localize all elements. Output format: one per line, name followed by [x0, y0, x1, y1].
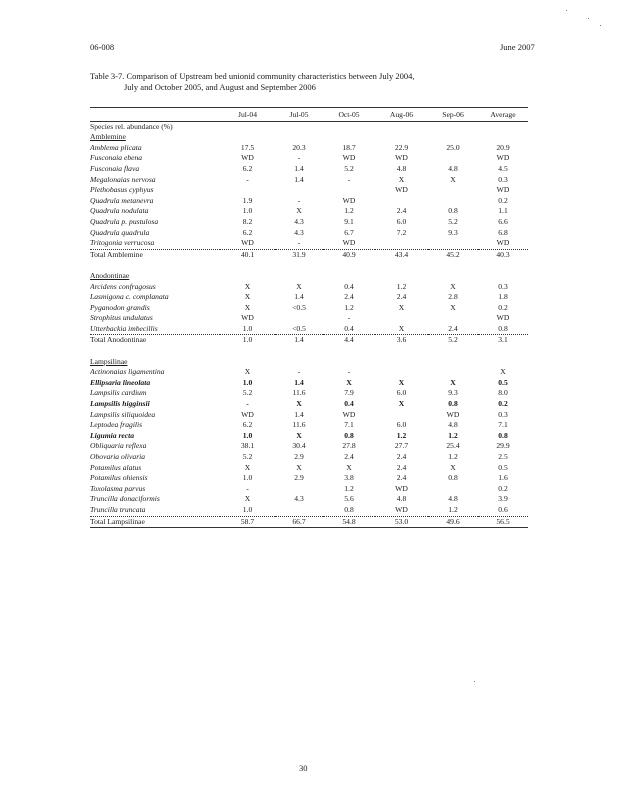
value-cell: 6.7	[344, 227, 354, 237]
table-row	[90, 238, 528, 249]
group-name: Lampsilinae	[90, 356, 128, 366]
species-name: Utterbackia imbecillis	[90, 323, 158, 333]
value-cell: 1.2	[448, 452, 458, 461]
group-header-row	[90, 132, 528, 143]
table-row	[90, 410, 528, 421]
value-cell: X	[244, 462, 251, 472]
value-cell: 6.0	[396, 388, 407, 398]
header-date: June 2007	[500, 42, 535, 52]
total-row	[90, 335, 528, 346]
species-name: Truncilla donaciformis	[90, 494, 160, 504]
total-value: 40.3	[496, 249, 510, 259]
column-header: Jul-05	[289, 110, 309, 119]
group-spacer	[90, 346, 528, 357]
value-cell	[375, 238, 428, 249]
value-cell: X	[346, 462, 352, 472]
value-cell: 1.0	[242, 206, 253, 216]
value-cell: 3.9	[498, 494, 508, 504]
value-cell: 0.4	[344, 323, 354, 333]
value-cell: 30.4	[292, 441, 306, 451]
value-cell	[428, 153, 478, 164]
table-row	[90, 452, 528, 463]
species-name: Toxolasma parvus	[90, 483, 146, 493]
value-cell: X	[398, 323, 405, 333]
value-cell: WD	[342, 409, 356, 419]
value-cell: 1.2	[344, 302, 354, 312]
abundance-label: Species rel. abundance (%)	[90, 121, 173, 131]
value-cell: X	[398, 377, 405, 387]
value-cell: 6.6	[498, 216, 508, 226]
value-cell: -	[246, 483, 249, 493]
species-name: Strophitus undulatus	[90, 313, 153, 323]
total-value: 58.7	[240, 516, 255, 526]
value-cell	[375, 367, 428, 378]
table-row	[90, 313, 528, 324]
species-name: Fusconaia ebena	[90, 153, 143, 163]
value-cell: 4.3	[294, 216, 304, 226]
value-cell: 9.3	[448, 227, 458, 237]
total-row	[90, 249, 528, 260]
value-cell	[275, 313, 323, 324]
value-cell: 2.9	[294, 473, 304, 483]
value-cell: 17.5	[240, 142, 255, 152]
table-row	[90, 175, 528, 186]
value-cell: 0.8	[344, 430, 354, 440]
value-cell: 5.6	[344, 494, 354, 504]
total-value: 66.7	[292, 516, 306, 526]
value-cell: WD	[241, 313, 254, 323]
total-value: 1.0	[242, 335, 253, 345]
value-cell: 1.4	[294, 292, 304, 302]
table-row	[90, 473, 528, 484]
value-cell: -	[347, 367, 351, 377]
value-cell: 6.2	[242, 420, 253, 430]
species-name: Obliquaria reflexa	[90, 441, 147, 451]
value-cell: X	[296, 430, 302, 440]
table-caption	[90, 71, 530, 93]
value-cell: 6.8	[498, 227, 508, 237]
species-name: Ellipsaria lineolata	[90, 377, 151, 387]
value-cell	[323, 185, 375, 196]
value-cell	[375, 196, 428, 207]
group-name: Anodontinae	[90, 270, 130, 280]
value-cell: 0.6	[498, 504, 508, 514]
value-cell: 4.8	[396, 163, 407, 173]
value-cell: 11.6	[292, 388, 306, 398]
value-cell: 5.2	[242, 452, 253, 461]
total-label: Total Anodontinae	[90, 335, 147, 345]
value-cell: X	[296, 462, 302, 472]
species-name: Fusconaia flava	[90, 163, 140, 173]
value-cell: 0.2	[498, 302, 508, 312]
total-value: 3.1	[498, 335, 508, 345]
table-row	[90, 292, 528, 303]
species-name: Arcidens confragosus	[90, 281, 156, 291]
value-cell: 0.2	[498, 399, 508, 409]
group-spacer	[90, 260, 528, 271]
value-cell	[428, 367, 478, 378]
column-header: Oct-05	[338, 110, 360, 119]
value-cell	[428, 484, 478, 495]
species-name: Ligumia recta	[90, 430, 135, 440]
value-cell	[275, 484, 323, 495]
value-cell: 27.8	[342, 441, 356, 451]
value-cell: X	[346, 377, 352, 387]
value-cell: 1.0	[242, 323, 253, 333]
scan-speck	[588, 18, 589, 19]
total-value: 1.4	[294, 335, 304, 345]
value-cell: 2.4	[396, 473, 407, 483]
total-value: 56.5	[496, 516, 510, 526]
table-row	[90, 463, 528, 474]
species-name: Amblema plicata	[90, 142, 142, 152]
species-name: Lampsilis cardium	[90, 388, 147, 398]
species-name: Pyganodon grandis	[90, 302, 150, 312]
value-cell: X	[450, 174, 456, 184]
value-cell: 1.1	[498, 206, 508, 216]
total-value: 31.9	[292, 249, 306, 259]
total-value: 49.6	[446, 516, 460, 526]
value-cell: 2.4	[344, 292, 354, 302]
value-cell: 7.9	[344, 388, 354, 398]
species-name: Quadrula metanevra	[90, 195, 154, 205]
table-row	[90, 505, 528, 516]
value-cell	[428, 238, 478, 249]
species-name: Actinonaias ligamentina	[90, 367, 165, 377]
value-cell: 2.8	[448, 292, 458, 302]
value-cell: X	[244, 281, 251, 291]
value-cell: 2.5	[498, 452, 508, 461]
value-cell: 4.8	[448, 420, 458, 430]
value-cell: X	[296, 281, 302, 291]
value-cell: 27.7	[394, 441, 409, 451]
value-cell: 4.3	[294, 494, 304, 504]
value-cell: X	[296, 399, 302, 409]
total-value: 4.4	[344, 335, 354, 345]
value-cell	[428, 185, 478, 196]
total-value: 5.2	[448, 335, 458, 345]
spacer-cell	[90, 260, 528, 271]
total-label: Total Amblemine	[90, 249, 143, 259]
table-row	[90, 420, 528, 431]
value-cell: X	[398, 302, 405, 312]
value-cell: 0.8	[448, 473, 458, 483]
group-header-row	[90, 357, 528, 368]
value-cell: 1.2	[448, 430, 458, 440]
total-row	[90, 516, 528, 528]
value-cell: -	[246, 174, 249, 184]
value-cell: WD	[342, 153, 356, 163]
value-cell: 0.3	[498, 174, 508, 184]
value-cell: WD	[241, 409, 254, 419]
value-cell: 1.2	[344, 206, 354, 216]
species-name: Lampsilis siliquoidea	[90, 409, 156, 419]
value-cell: 1.0	[242, 473, 253, 483]
value-cell: 4.3	[294, 227, 304, 237]
value-cell: 1.4	[294, 377, 304, 387]
table-row	[90, 185, 528, 196]
table-row	[90, 303, 528, 314]
value-cell: 7.1	[498, 420, 508, 430]
value-cell: 3.8	[344, 473, 354, 483]
value-cell: X	[450, 281, 456, 291]
spacer-cell	[90, 346, 528, 357]
value-cell: 25.0	[446, 142, 460, 152]
value-cell: X	[450, 377, 456, 387]
value-cell: 0.5	[498, 377, 508, 387]
species-name: Obovaria olivaria	[90, 452, 146, 461]
value-cell: -	[347, 313, 351, 323]
species-name: Truncilla truncata	[90, 504, 146, 514]
value-cell: 9.3	[448, 388, 458, 398]
value-cell: WD	[395, 483, 408, 493]
table-row	[90, 217, 528, 228]
value-cell: 2.4	[396, 292, 407, 302]
value-cell	[220, 185, 275, 196]
value-cell: WD	[241, 153, 254, 163]
value-cell: 7.2	[396, 227, 407, 237]
table-row	[90, 143, 528, 154]
table-top-rule	[90, 107, 528, 108]
value-cell: -	[297, 195, 301, 205]
group-header-row	[90, 271, 528, 282]
species-name: Potamilus ohiensis	[90, 473, 148, 483]
value-cell: 1.0	[242, 504, 253, 514]
value-cell: 18.7	[342, 142, 356, 152]
value-cell: X	[296, 206, 302, 216]
value-cell: X	[500, 367, 506, 377]
value-cell: 29.9	[496, 441, 510, 451]
value-cell: 25.4	[446, 441, 460, 451]
value-cell: WD	[342, 195, 356, 205]
column-header-row	[90, 110, 528, 121]
value-cell: 1.4	[294, 163, 304, 173]
value-cell: 8.0	[498, 388, 508, 398]
value-cell	[428, 196, 478, 207]
value-cell: 2.4	[344, 452, 354, 461]
total-value: 54.8	[342, 516, 356, 526]
value-cell: 20.9	[496, 142, 510, 152]
value-cell: WD	[496, 313, 510, 323]
species-name: Leptodea fragilis	[90, 420, 143, 430]
species-name: Quadrula p. pustulosa	[90, 216, 159, 226]
value-cell: 0.8	[448, 206, 458, 216]
value-cell: WD	[496, 153, 510, 163]
value-cell: X	[244, 494, 251, 504]
value-cell: 20.3	[292, 142, 306, 152]
table-row	[90, 484, 528, 495]
value-cell: 4.8	[448, 163, 458, 173]
value-cell: 6.0	[396, 420, 407, 430]
value-cell: 8.2	[242, 216, 253, 226]
group-name: Amblemine	[90, 132, 126, 142]
value-cell: 2.9	[294, 452, 304, 461]
value-cell: 0.8	[498, 430, 508, 440]
value-cell: 6.2	[242, 227, 253, 237]
value-cell: 0.4	[344, 281, 354, 291]
value-cell: WD	[342, 238, 356, 248]
value-cell: 0.4	[344, 399, 354, 409]
comparison-table	[90, 110, 528, 528]
value-cell: X	[450, 302, 456, 312]
total-value: 45.2	[446, 249, 460, 259]
value-cell: 0.2	[498, 195, 508, 205]
value-cell: 5.2	[344, 163, 354, 173]
table-row	[90, 494, 528, 505]
scan-speck	[566, 10, 567, 11]
value-cell: WD	[395, 185, 408, 195]
value-cell: -	[347, 174, 351, 184]
value-cell: 1.2	[344, 483, 354, 493]
value-cell: X	[398, 399, 405, 409]
value-cell: 0.8	[498, 323, 508, 333]
value-cell: <0.5	[292, 302, 306, 312]
species-name: Tritogonia verrucosa	[90, 238, 155, 248]
table-row	[90, 164, 528, 175]
value-cell: 0.3	[498, 281, 508, 291]
value-cell: 0.8	[448, 399, 458, 409]
table-row	[90, 388, 528, 399]
table-row	[90, 324, 528, 335]
value-cell: 1.9	[242, 195, 253, 205]
value-cell: WD	[395, 153, 408, 163]
value-cell: 2.4	[396, 206, 407, 216]
value-cell: -	[297, 238, 301, 248]
column-header: Average	[490, 110, 516, 119]
caption-line-2: July and October 2005, and August and September 2006	[124, 82, 316, 92]
value-cell: X	[244, 367, 251, 377]
table-row	[90, 399, 528, 410]
value-cell: 2.4	[396, 452, 407, 461]
value-cell: 0.2	[498, 483, 508, 493]
species-name: Lasmigona c. complanata	[90, 292, 169, 302]
value-cell: 6.0	[396, 216, 407, 226]
column-header: Jul-04	[238, 110, 257, 119]
species-name: Megalonaias nervosa	[90, 174, 156, 184]
value-cell	[428, 313, 478, 324]
value-cell	[375, 410, 428, 421]
table-row	[90, 431, 528, 442]
table-row	[90, 441, 528, 452]
value-cell: 0.3	[498, 409, 508, 419]
value-cell: X	[244, 292, 251, 302]
value-cell: -	[297, 367, 301, 377]
value-cell: 4.8	[396, 494, 407, 504]
value-cell: 22.9	[394, 142, 409, 152]
value-cell: 4.5	[498, 163, 508, 173]
value-cell: 2.4	[448, 323, 458, 333]
abundance-label-row	[90, 121, 528, 132]
total-value: 53.0	[394, 516, 409, 526]
value-cell: WD	[446, 409, 460, 419]
value-cell: 1.8	[498, 292, 508, 302]
table-row	[90, 367, 528, 378]
species-name: Quadrula nodulata	[90, 206, 149, 216]
table-row	[90, 196, 528, 207]
value-cell: WD	[496, 238, 510, 248]
value-cell: -	[246, 399, 249, 409]
table-row	[90, 228, 528, 239]
page-number: 30	[299, 763, 308, 773]
header-blank	[90, 110, 220, 121]
total-value: 3.6	[396, 335, 407, 345]
value-cell: 2.4	[396, 462, 407, 472]
species-name: Plethobasus cyphyus	[90, 185, 154, 195]
value-cell: 5.2	[242, 388, 253, 398]
value-cell: WD	[241, 238, 254, 248]
header-doc-number: 06-008	[90, 42, 115, 52]
value-cell: 38.1	[240, 441, 255, 451]
value-cell: 1.4	[294, 409, 304, 419]
value-cell: 9.1	[344, 216, 354, 226]
table-row	[90, 378, 528, 389]
value-cell: 1.2	[396, 281, 407, 291]
total-value: 40.1	[240, 249, 255, 259]
value-cell	[375, 313, 428, 324]
value-cell: X	[398, 174, 405, 184]
value-cell: 5.2	[448, 216, 458, 226]
value-cell: X	[450, 462, 456, 472]
species-name: Potamilus alatus	[90, 462, 142, 472]
value-cell: -	[297, 153, 301, 163]
value-cell: 4.8	[448, 494, 458, 504]
scan-speck	[600, 25, 601, 26]
value-cell: 0.8	[344, 504, 354, 514]
species-name: Lampsilis higginsii	[90, 399, 150, 409]
column-header: Aug-06	[389, 110, 414, 119]
value-cell: WD	[496, 185, 510, 195]
value-cell: 1.0	[242, 377, 253, 387]
value-cell	[275, 505, 323, 516]
value-cell	[275, 185, 323, 196]
value-cell: X	[244, 302, 251, 312]
value-cell: 1.6	[498, 473, 508, 483]
value-cell: 1.4	[294, 174, 304, 184]
value-cell: 6.2	[242, 163, 253, 173]
value-cell: 7.1	[344, 420, 354, 430]
table-row	[90, 206, 528, 217]
total-value: 43.4	[394, 249, 409, 259]
value-cell: 0.5	[498, 462, 508, 472]
caption-line-1: Table 3-7. Comparison of Upstream bed unionid community characteristics between July 2004,	[90, 71, 415, 81]
species-name: Quadrula quadrula	[90, 227, 150, 237]
table-row	[90, 153, 528, 164]
value-cell: 1.0	[242, 430, 253, 440]
value-cell: <0.5	[292, 323, 306, 333]
total-value: 40.9	[342, 249, 356, 259]
column-header: Sep-06	[442, 110, 464, 119]
table-row	[90, 282, 528, 293]
value-cell: 1.2	[448, 504, 458, 514]
value-cell: WD	[395, 504, 408, 514]
value-cell: 11.6	[292, 420, 306, 430]
scan-speck	[474, 681, 475, 682]
value-cell: 1.2	[396, 430, 407, 440]
total-label: Total Lampsilinae	[90, 516, 145, 526]
